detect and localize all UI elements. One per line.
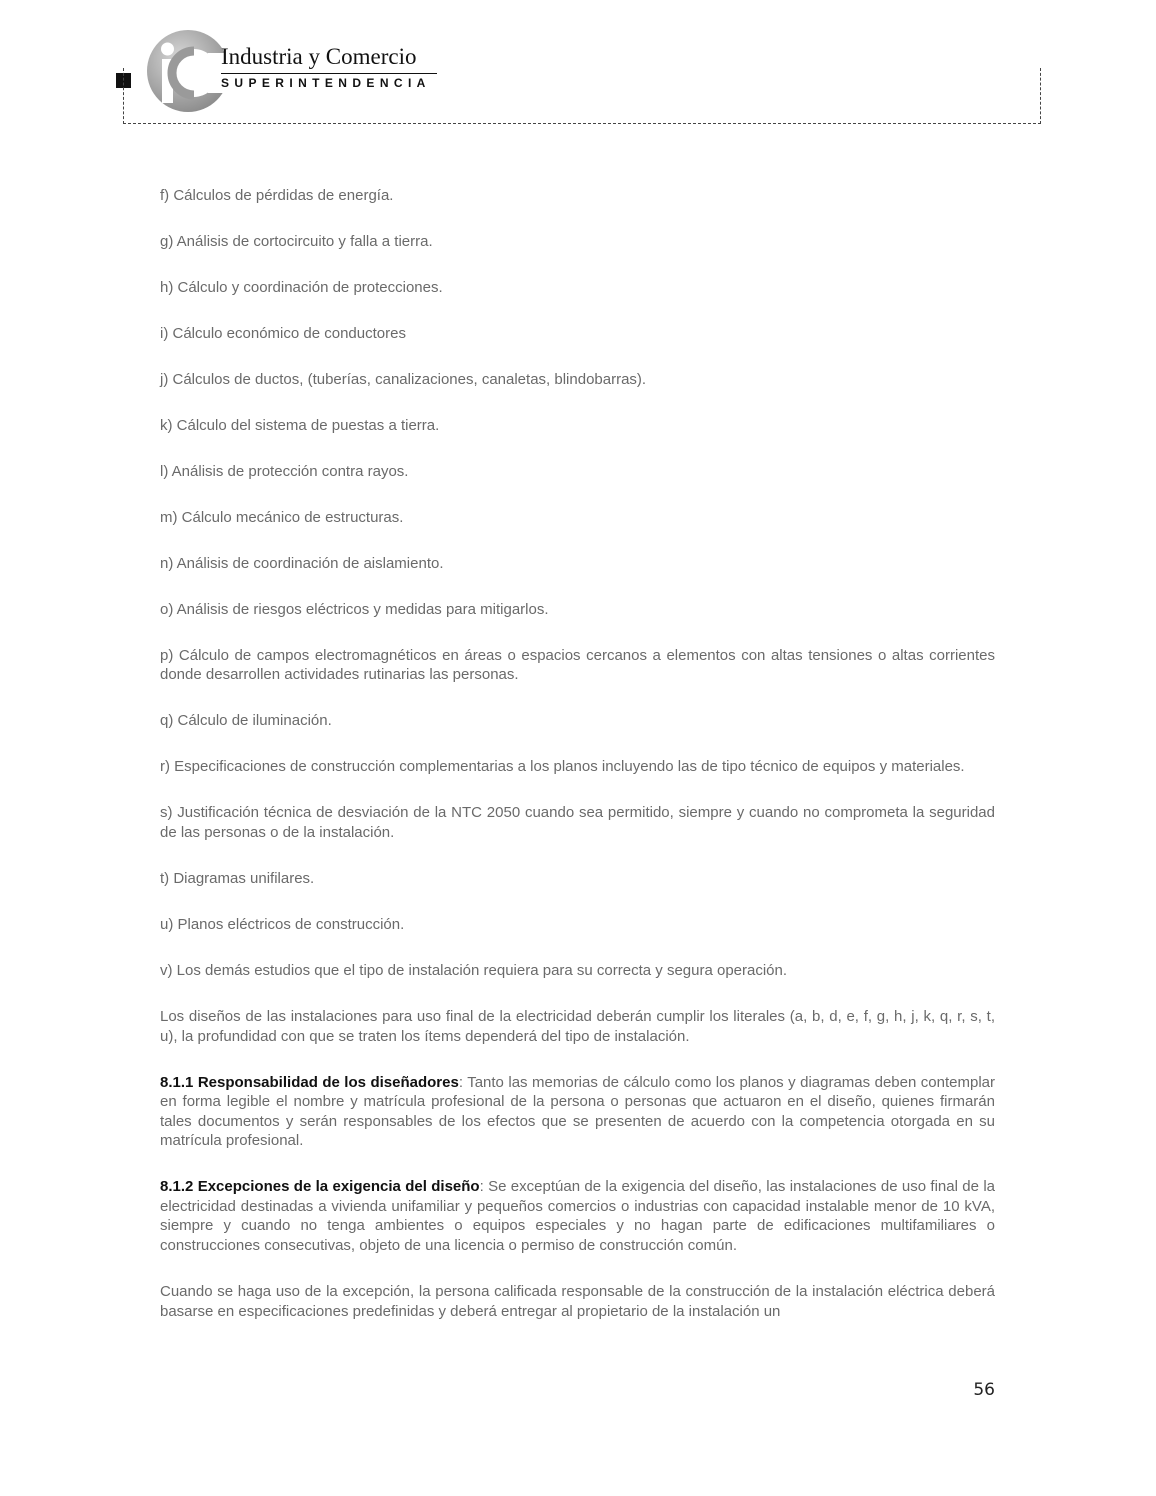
- list-item: k) Cálculo del sistema de puestas a tierra.: [160, 416, 440, 434]
- list-item: m) Cálculo mecánico de estructuras.: [160, 508, 404, 526]
- list-item: q) Cálculo de iluminación.: [160, 712, 332, 730]
- closing-paragraph: Cuando se haga uso de la excepción, la persona calificada responsable de la construcción de la instalación eléctrica deberá basarse en especificaciones predefinidas y deberá entregar al propietario de la instalación un: [160, 1283, 995, 1320]
- list-item: j) Cálculos de ductos, (tuberías, canalizaciones, canaletas, blindobarras).: [160, 370, 647, 388]
- section-8-1-1-heading: 8.1.1 Responsabilidad de los diseñadores: [160, 1073, 459, 1091]
- list-item: f) Cálculos de pérdidas de energía.: [160, 187, 394, 204]
- org-subtitle: SUPERINTENDENCIA: [221, 76, 431, 90]
- list-item: h) Cálculo y coordinación de protecciones.: [160, 278, 443, 296]
- list-item: t) Diagramas unifilares.: [160, 869, 315, 887]
- list-item: s) Justificación técnica de desviación de la NTC 2050 cuando sea permitido, siempre y cuando no comprometa la seguridad de las personas o de la instalación.: [160, 804, 995, 841]
- design-paragraph: Los diseños de las instalaciones para uso final de la electricidad deberán cumplir los literales (a, b, d, e, f, g, h, j, k, q, r, s, t, u), la profundidad con que se traten los ítems dependerá del tipo de instalación.: [160, 1007, 995, 1045]
- page-number: 56: [973, 1380, 995, 1400]
- list-item: n) Análisis de coordinación de aislamiento.: [160, 554, 444, 572]
- list-item: i) Cálculo económico de conductores: [160, 324, 406, 342]
- list-item: v) Los demás estudios que el tipo de instalación requiera para su correcta y segura operación.: [160, 961, 788, 979]
- section-8-1-1-body: : Tanto las memorias de cálculo como los planos y diagramas deben contemplar en forma legible el nombre y matrícula profesional de la persona o personas que actuaron en el diseño, quienes firmarán tales documentos y serán responsables de los efectos que se presenten de acuerdo con la competencia otorgada en su matrícula profesional.: [160, 1073, 995, 1150]
- list-item: g) Análisis de cortocircuito y falla a tierra.: [160, 232, 433, 250]
- sic-logo-icon: [146, 29, 230, 113]
- section-8-1-1: [160, 1073, 995, 1151]
- list-item: o) Análisis de riesgos eléctricos y medidas para mitigarlos.: [160, 600, 549, 618]
- list-item: l) Análisis de protección contra rayos.: [160, 462, 409, 480]
- list-item: r) Especificaciones de construcción complementarias a los planos incluyendo las de tipo técnico de equipos y materiales.: [160, 758, 965, 776]
- section-8-1-2-heading: 8.1.2 Excepciones de la exigencia del diseño: [160, 1178, 480, 1196]
- list-item: u) Planos eléctricos de construcción.: [160, 915, 405, 933]
- section-8-1-2: [160, 1177, 995, 1255]
- section-8-1-2-body: : Se exceptúan de la exigencia del diseño, las instalaciones de uso final de la electricidad destinadas a vivienda unifamiliar y pequeños comercios o industrias con capacidad instalable menor de 10 kVA, siempre y cuando no tenga ambientes o equipos especiales y no hagan parte de edificaciones multifamiliares o construcciones consecutivas, objeto de una licencia o permiso de construcción común.: [160, 1178, 996, 1255]
- org-title: Industria y Comercio: [221, 44, 417, 69]
- org-title-rule: [221, 73, 437, 74]
- document-body: [160, 186, 995, 1348]
- list-item: p) Cálculo de campos electromagnéticos en áreas o espacios cercanos a elementos con altas tensiones o altas corrientes donde desarrollen actividades rutinarias las personas.: [160, 646, 995, 684]
- page-header: [0, 0, 1156, 130]
